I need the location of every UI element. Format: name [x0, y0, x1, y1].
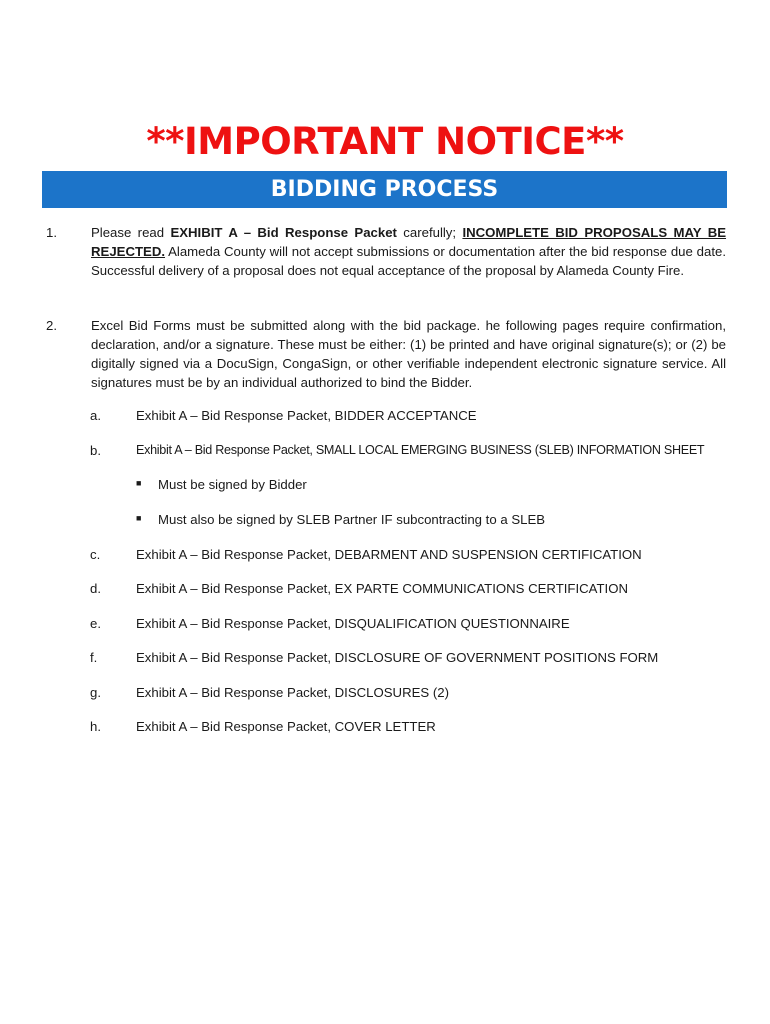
sub-item-text: Exhibit A – Bid Response Packet, DEBARMENT AND SUSPENSION CERTIFICATION [136, 547, 642, 562]
exhibit-reference: EXHIBIT A – Bid Response Packet [170, 225, 397, 240]
item-paragraph [91, 223, 726, 280]
item-number: 1. [46, 225, 57, 240]
text-run: carefully; [396, 225, 463, 240]
notice-title: **IMPORTANT NOTICE** [146, 120, 624, 163]
text-run: Please read [91, 225, 171, 240]
rejection-warning: INCOMPLETE BID PROPOSALS MAY BE REJECTED. [91, 225, 727, 259]
list-item-2 [46, 316, 726, 392]
square-bullet-icon: ■ [136, 513, 142, 523]
sub-item-letter: g. [90, 685, 101, 700]
bullet-text: Must be signed by Bidder [158, 477, 307, 492]
sub-item-letter: c. [90, 547, 101, 562]
sub-item-letter: b. [90, 443, 101, 458]
sub-item-text: Exhibit A – Bid Response Packet, EX PARTE COMMUNICATIONS CERTIFICATION [136, 581, 628, 596]
sub-item-letter: d. [90, 581, 101, 596]
sub-item-letter: a. [90, 408, 101, 423]
bidding-process-banner: BIDDING PROCESS [42, 171, 727, 208]
sub-item-text: Exhibit A – Bid Response Packet, DISCLOSURES (2) [136, 685, 449, 700]
sub-item-letter: h. [90, 719, 101, 734]
square-bullet-icon: ■ [136, 478, 142, 488]
sub-item-letter: e. [90, 616, 101, 631]
list-item-1 [46, 223, 726, 280]
bullet-text: Must also be signed by SLEB Partner IF subcontracting to a SLEB [158, 512, 546, 527]
sub-item-text: Exhibit A – Bid Response Packet, DISCLOSURE OF GOVERNMENT POSITIONS FORM [136, 650, 659, 665]
sub-item-text: Exhibit A – Bid Response Packet, COVER LETTER [136, 719, 436, 734]
item-number: 2. [46, 318, 57, 333]
item-paragraph: Excel Bid Forms must be submitted along with the bid package. he following pages require confirmation, declaration, and/or a signature. These must be either: (1) be printed and have original signature(s); or (2) be digitally signed via a DocuSign, CongaSign, or other verifiable independent electronic signature service. All signatures must be by an individual authorized to bind the Bidder. [91, 318, 726, 390]
sub-item-text: Exhibit A – Bid Response Packet, SMALL LOCAL EMERGING BUSINESS (SLEB) INFORMATION SHEET [136, 443, 705, 457]
text-run: Alameda County will not accept submissions or documentation after the bid response due date. Successful delivery of a proposal does not equal acceptance of the proposal by Alameda County Fire. [91, 244, 726, 278]
sub-item-text: Exhibit A – Bid Response Packet, DISQUALIFICATION QUESTIONNAIRE [136, 616, 570, 631]
sub-item-text: Exhibit A – Bid Response Packet, BIDDER ACCEPTANCE [136, 408, 477, 423]
sub-item-letter: f. [90, 650, 98, 665]
